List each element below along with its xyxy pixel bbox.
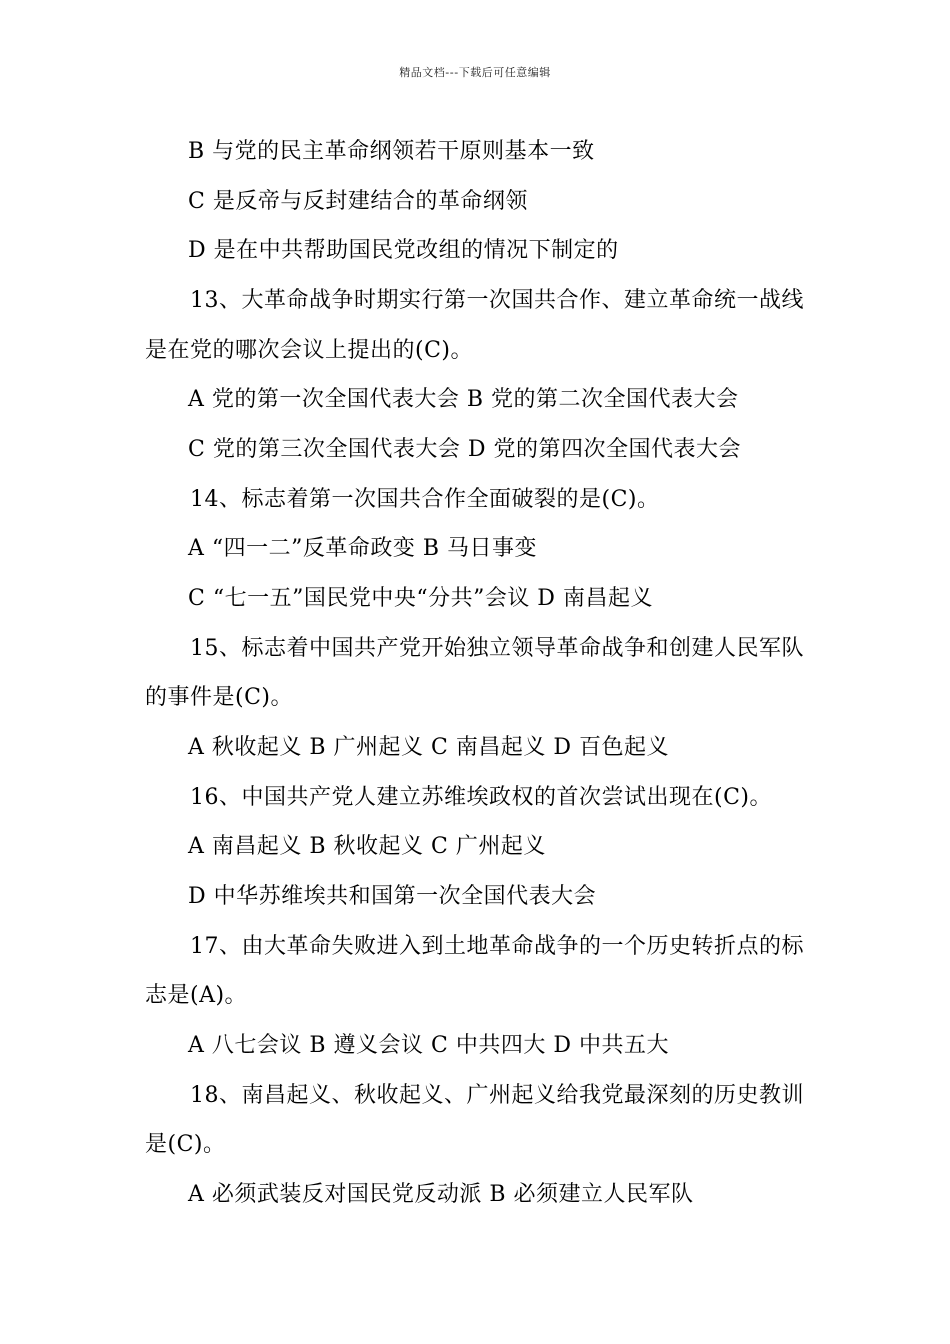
question-line: 18、南昌起义、秋收起义、广州起义给我党最深刻的历史教训 xyxy=(190,1083,804,1108)
option-line: C 是反帝与反封建结合的革命纲领 xyxy=(188,189,528,214)
page-header: 精品文档---下载后可任意编辑 xyxy=(399,66,551,79)
question-line: 13、大革命战争时期实行第一次国共合作、建立革命统一战线 xyxy=(190,288,804,313)
question-line: 志是(A)。 xyxy=(145,983,248,1008)
option-line: C 党的第三次全国代表大会 D 党的第四次全国代表大会 xyxy=(188,437,741,462)
option-line: A 必须武装反对国民党反动派 B 必须建立人民军队 xyxy=(188,1182,694,1207)
option-line: A 党的第一次全国代表大会 B 党的第二次全国代表大会 xyxy=(188,387,739,412)
question-line: 16、中国共产党人建立苏维埃政权的首次尝试出现在(C)。 xyxy=(190,785,772,810)
option-line: A “四一二”反革命政变 B 马日事变 xyxy=(188,536,538,561)
option-line: C “七一五”国民党中央“分共”会议 D 南昌起义 xyxy=(188,586,653,611)
option-line: D 中华苏维埃共和国第一次全国代表大会 xyxy=(188,884,597,909)
question-line: 是(C)。 xyxy=(145,1132,226,1157)
option-line: D 是在中共帮助国民党改组的情况下制定的 xyxy=(188,238,619,263)
question-line: 14、标志着第一次国共合作全面破裂的是(C)。 xyxy=(190,487,660,512)
question-line: 15、标志着中国共产党开始独立领导革命战争和创建人民军队 xyxy=(190,636,804,661)
option-line: A 八七会议 B 遵义会议 C 中共四大 D 中共五大 xyxy=(188,1033,669,1058)
question-line: 的事件是(C)。 xyxy=(145,685,293,710)
question-line: 17、由大革命失败进入到土地革命战争的一个历史转折点的标 xyxy=(190,934,804,959)
question-line: 是在党的哪次会议上提出的(C)。 xyxy=(145,338,473,363)
option-line: A 南昌起义 B 秋收起义 C 广州起义 xyxy=(188,834,546,859)
option-line: B 与党的民主革命纲领若干原则基本一致 xyxy=(188,139,595,164)
option-line: A 秋收起义 B 广州起义 C 南昌起义 D 百色起义 xyxy=(188,735,669,760)
